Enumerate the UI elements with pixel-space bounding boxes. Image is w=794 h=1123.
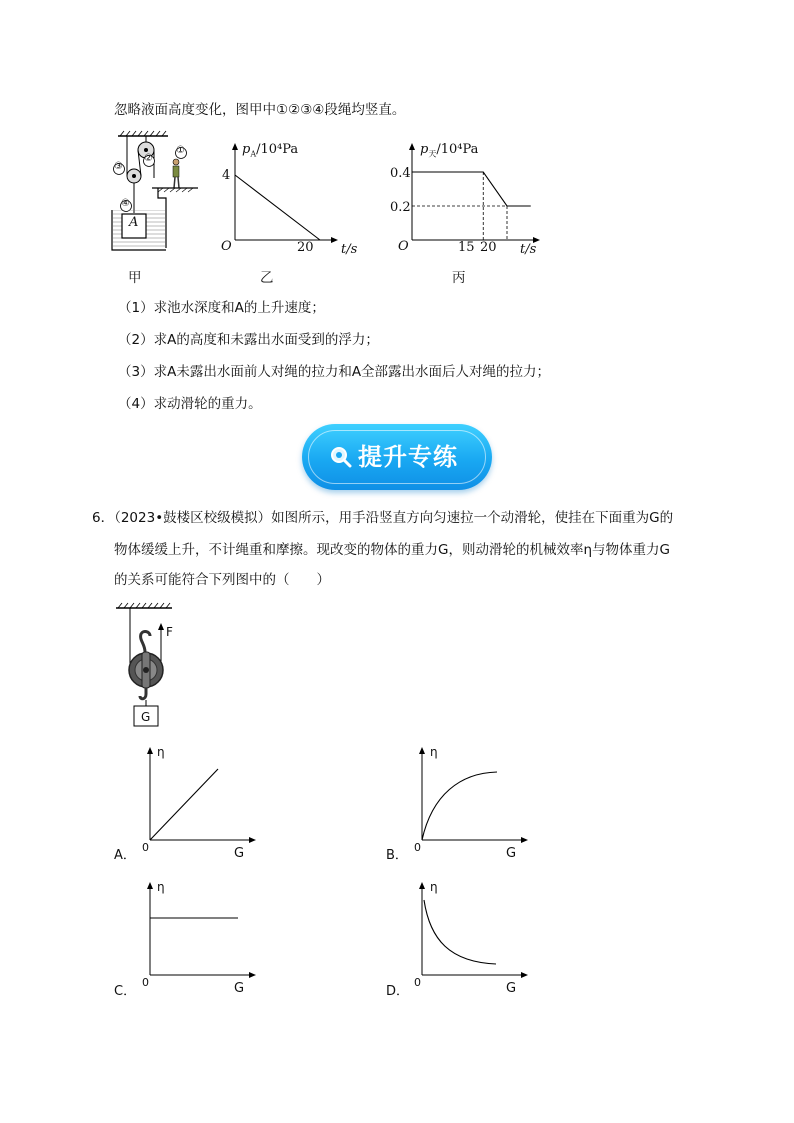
option-d-chart[interactable]: [410, 880, 530, 980]
bing-series-line: [412, 172, 531, 206]
question-2: （2）求A的高度和未露出水面受到的浮力；: [118, 332, 379, 348]
problem6-line1: 6．（2023•鼓楼区校级模拟）如图所示，用手沿竖直方向匀速拉一个动滑轮，使挂在下面重为G的: [92, 510, 674, 526]
option-d-origin: 0: [414, 976, 421, 989]
question-1: （1）求池水深度和A的上升速度；: [118, 300, 325, 316]
option-c-origin: 0: [142, 976, 149, 989]
option-b-letter[interactable]: B．: [386, 848, 408, 863]
yi-origin: O: [221, 239, 232, 254]
option-b-ylabel: η: [430, 745, 438, 759]
force-label: F: [166, 625, 173, 639]
option-a-letter[interactable]: A．: [114, 848, 136, 863]
rope-label-3: ③: [114, 161, 123, 172]
bing-x-tick-15: 15: [458, 240, 475, 255]
option-b-xlabel: G: [506, 846, 517, 861]
yi-x-tick: 20: [297, 240, 314, 255]
rope-label-4: ④: [121, 198, 130, 209]
rope-label-1: ①: [176, 145, 185, 156]
yi-xlabel: t/s: [341, 242, 358, 257]
caption-jia: 甲: [128, 270, 142, 286]
caption-bing: 丙: [452, 270, 466, 286]
question-4: （4）求动滑轮的重力。: [118, 396, 262, 412]
caption-yi: 乙: [260, 270, 274, 286]
section-banner: [302, 424, 492, 490]
option-b-curve: [422, 772, 497, 840]
option-d-curve: [424, 900, 496, 964]
bing-ylabel: $p_天/10^4Pa$: [420, 142, 479, 159]
option-c-chart[interactable]: [138, 880, 258, 980]
bing-xlabel: t/s: [520, 242, 537, 257]
yi-series-line: [235, 175, 320, 240]
figure-jia: [108, 128, 208, 258]
bing-y-tick-04: 0.4: [390, 166, 411, 181]
rope-label-2: ②: [144, 153, 153, 164]
option-d-xlabel: G: [506, 981, 517, 996]
option-a-ylabel: η: [157, 745, 165, 759]
bing-x-tick-20: 20: [480, 240, 497, 255]
option-c-ylabel: η: [157, 880, 165, 894]
option-a-origin: 0: [142, 841, 149, 854]
yi-y-tick: 4: [222, 168, 231, 183]
option-c-xlabel: G: [234, 981, 245, 996]
option-b-origin: 0: [414, 841, 421, 854]
problem6-line3: 的关系可能符合下列图中的（ ）: [114, 572, 330, 588]
question-3: （3）求A未露出水面前人对绳的拉力和A全部露出水面后人对绳的拉力；: [118, 364, 551, 380]
option-b-chart[interactable]: [410, 745, 530, 845]
yi-ylabel: $p_A/10^4Pa$: [242, 142, 299, 159]
option-d-ylabel: η: [430, 880, 438, 894]
option-a-curve: [150, 769, 218, 840]
option-d-letter[interactable]: D．: [386, 984, 410, 999]
block-a-label: A: [129, 215, 139, 230]
bing-origin: O: [398, 239, 409, 254]
option-c-letter[interactable]: C．: [114, 984, 137, 999]
problem6-line2: 物体缓缓上升，不计绳重和摩擦。现改变的物体的重力G，则动滑轮的机械效率η与物体重力G: [114, 542, 670, 558]
bing-y-tick-02: 0.2: [390, 200, 411, 215]
weight-label: G: [141, 710, 151, 724]
magnifier-icon: [330, 446, 352, 468]
intro-line: 忽略液面高度变化，图甲中①②③④段绳均竖直。: [114, 102, 406, 118]
option-a-xlabel: G: [234, 846, 245, 861]
banner-label: 提升专练: [358, 443, 458, 471]
option-a-chart[interactable]: [138, 745, 258, 845]
